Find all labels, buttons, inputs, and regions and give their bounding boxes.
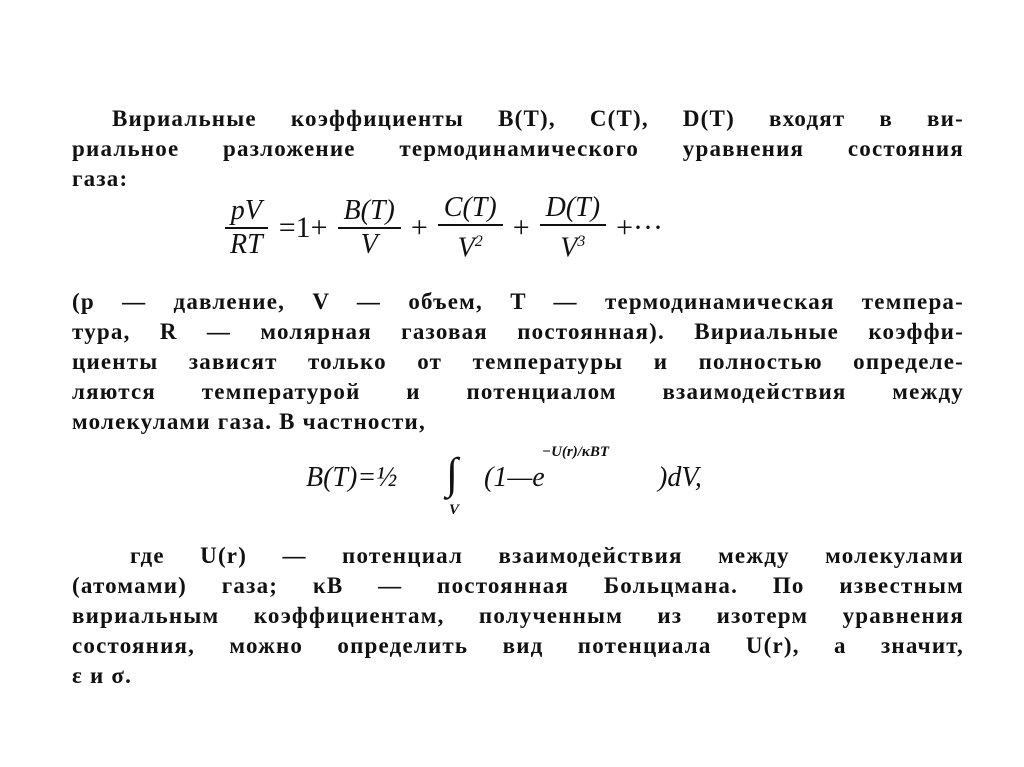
fraction-denominator: V bbox=[360, 229, 378, 260]
text-line: состояния, можно определить вид потенциала U(r), а значит, bbox=[72, 633, 964, 658]
fraction-denominator bbox=[554, 226, 591, 264]
exponent: 2 bbox=[474, 232, 483, 250]
text-line: (p — давление, V — объем, T — термодинамическая темпера- bbox=[72, 289, 964, 314]
formula-tail: )dV, bbox=[658, 462, 702, 493]
fraction-pv-rt bbox=[224, 195, 269, 261]
plus-sign: + bbox=[410, 211, 428, 244]
text-line: где U(r) — потенциал взаимодействия между молекулами bbox=[130, 543, 964, 568]
integral-subscript: V bbox=[449, 502, 460, 518]
plus-sign: + bbox=[512, 211, 530, 244]
fraction-numerator: D(T) bbox=[540, 192, 606, 226]
formula-lhs: B(T)=½ bbox=[306, 462, 398, 493]
exponent: −U(r)/κBT bbox=[542, 444, 610, 460]
paragraph-variable-definitions bbox=[72, 287, 964, 437]
series-tail: +··· bbox=[616, 211, 663, 244]
text-line: циенты зависят только от температуры и полностью определе- bbox=[72, 349, 964, 374]
exponent: 3 bbox=[577, 232, 586, 250]
fraction-numerator: B(T) bbox=[338, 195, 401, 229]
variable-v: V bbox=[560, 232, 578, 264]
text-line: вириальным коэффициентам, полученным из изотерм уравнения bbox=[72, 603, 964, 628]
text-line: тура, R — молярная газовая постоянная). Вириальные коэффи- bbox=[72, 319, 964, 344]
fraction-c-v2 bbox=[438, 192, 503, 264]
fraction-denominator bbox=[452, 226, 489, 264]
integrand: (1—e bbox=[484, 462, 545, 493]
text-line: газа: bbox=[72, 166, 129, 191]
equals-one: =1+ bbox=[278, 211, 328, 244]
integral-sign: ∫ bbox=[446, 449, 459, 498]
text-line: ε и σ. bbox=[72, 663, 133, 688]
fraction-denominator: RT bbox=[230, 229, 263, 260]
text-line: риальное разложение термодинамического уравнения состояния bbox=[72, 136, 964, 161]
paragraph-potential-explanation bbox=[72, 541, 964, 691]
fraction-numerator: pV bbox=[225, 195, 268, 229]
fraction-numerator: C(T) bbox=[438, 192, 503, 226]
text-line: Вириальные коэффициенты B(T), C(T), D(T) входят в ви- bbox=[112, 106, 964, 131]
paragraph-virial-intro bbox=[72, 104, 964, 194]
text-line: молекулами газа. В частности, bbox=[72, 409, 426, 434]
variable-v: V bbox=[457, 232, 475, 264]
text-line: ляются температурой и потенциалом взаимодействия между bbox=[72, 379, 964, 404]
text-line: (атомами) газа; κB — постоянная Больцмана. По известным bbox=[72, 573, 964, 598]
fraction-b-v bbox=[338, 195, 401, 261]
fraction-d-v3 bbox=[540, 192, 606, 264]
virial-expansion-formula bbox=[220, 188, 669, 268]
